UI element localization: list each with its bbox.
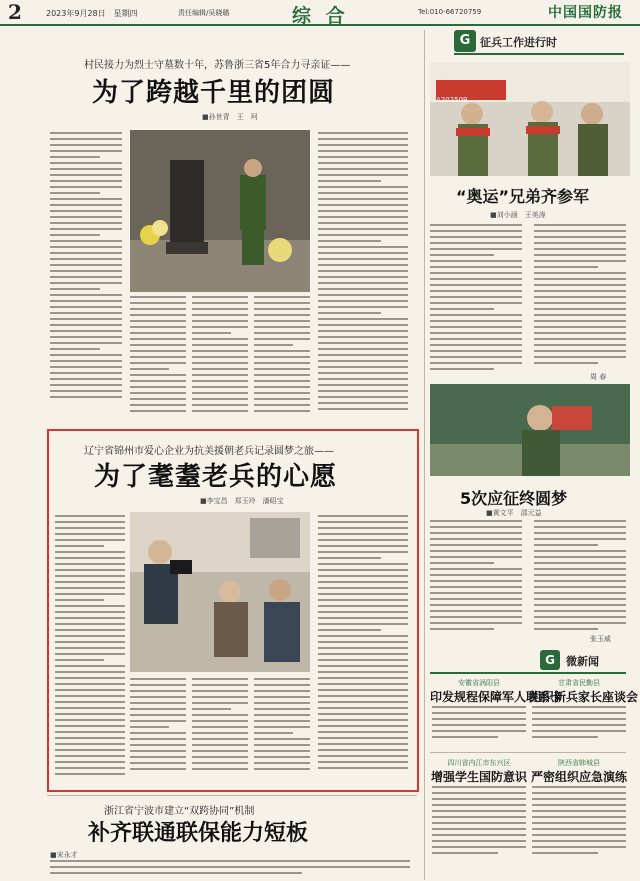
micro-news-item-1-text: [432, 706, 526, 742]
side-article1-byline: ■刘小涵 王美涛: [490, 211, 546, 219]
bottom-article-subtitle: 浙江省宁波市建立“双跨协同”机制: [104, 806, 255, 817]
page-number: 2: [8, 0, 22, 24]
bottom-article-text: [50, 860, 410, 878]
side-article2-photo: [430, 384, 630, 476]
micro-news-item-4-head: 陕西省韩城县: [558, 759, 600, 767]
feature-subtitle: 辽宁省锦州市爱心企业为抗美援朝老兵记录圆梦之旅——: [84, 446, 334, 457]
feature-byline: ■李宝昌 郑玉玲 潘昭宝: [200, 497, 284, 505]
article1-column-3: [192, 296, 248, 416]
micro-news-logo-icon: G: [540, 650, 560, 670]
feature-column-1: [55, 515, 125, 779]
micro-news-item-3-title: 增强学生国防意识: [430, 770, 527, 784]
micro-news-underline: [430, 672, 626, 674]
micro-news-label: 微新闻: [566, 655, 599, 668]
side-article2-title: 5次应征终圆梦: [460, 489, 568, 508]
article1-photo: [130, 130, 310, 292]
micro-news-item-1-head: 安徽省涡阳县: [458, 679, 500, 687]
article1-column-4: [254, 296, 310, 416]
issue-date: 2023年9月28日 星期四: [46, 9, 138, 18]
bottom-divider: [47, 795, 417, 796]
feature-column-3: [192, 678, 248, 774]
column-divider: [424, 30, 425, 880]
article1-title: 为了跨越千里的团圆: [92, 78, 336, 108]
side-article1-column-1: [430, 224, 522, 374]
side-article1-column-2: [534, 224, 626, 368]
micro-news-item-2-head: 甘肃省民勤县: [558, 679, 600, 687]
photo-tag: A202509: [436, 96, 468, 104]
side-article2-column-2: [534, 520, 626, 634]
micro-news-item-2-text: [532, 706, 626, 742]
side-article2-byline: ■黄文平 邵元益: [486, 509, 542, 517]
recruits-photo: [430, 62, 630, 176]
article1-column-1: [50, 132, 122, 402]
micro-news-item-4-title: 严密组织应急演练: [530, 770, 627, 784]
article1-subtitle: 村民接力为烈士守墓数十年，苏鲁浙三省5年合力寻亲证——: [84, 60, 351, 71]
micro-news-item-2-title: 组织新兵家长座谈会: [530, 690, 639, 704]
micro-news-item-3-text: [432, 786, 526, 858]
feature-column-5: [318, 515, 408, 773]
bottom-article-title: 补齐联通联保能力短板: [88, 821, 309, 846]
micro-news-divider: [430, 752, 626, 753]
feature-photo: [130, 512, 310, 672]
bottom-article-byline: ■宋永才: [50, 851, 78, 859]
recruitment-banner-label: 征兵工作进行时: [480, 36, 557, 49]
micro-news-item-1-title: 印发规程保障军人联系卡: [430, 690, 563, 704]
feature-column-4: [254, 678, 310, 774]
banner-logo-icon: G: [454, 30, 476, 52]
feature-column-2: [130, 678, 186, 774]
micro-news-item-3-head: 四川省内江市东兴区: [447, 759, 511, 767]
newspaper-logo: 中国国防报: [548, 5, 623, 21]
side-article2-column-1: [430, 520, 522, 634]
section-title: 综 合: [292, 5, 349, 27]
side-article1-title: “奥运”兄弟齐参军: [456, 187, 590, 206]
micro-news-item-4-text: [532, 786, 626, 858]
editor-credit: 责任编辑/吴晓璐: [178, 9, 230, 17]
side-article1-author-tag: 周 春: [590, 373, 607, 381]
feature-title: 为了耄耋老兵的心愿: [94, 462, 338, 492]
article1-byline: ■孙世青 王 珂: [202, 113, 258, 121]
article1-column-5: [318, 132, 408, 414]
side-article2-author-tag: 张玉威: [590, 635, 611, 643]
banner-underline: [454, 53, 624, 55]
contact-tel: Tel:010-66720759: [418, 8, 482, 16]
article1-column-2: [130, 296, 186, 416]
